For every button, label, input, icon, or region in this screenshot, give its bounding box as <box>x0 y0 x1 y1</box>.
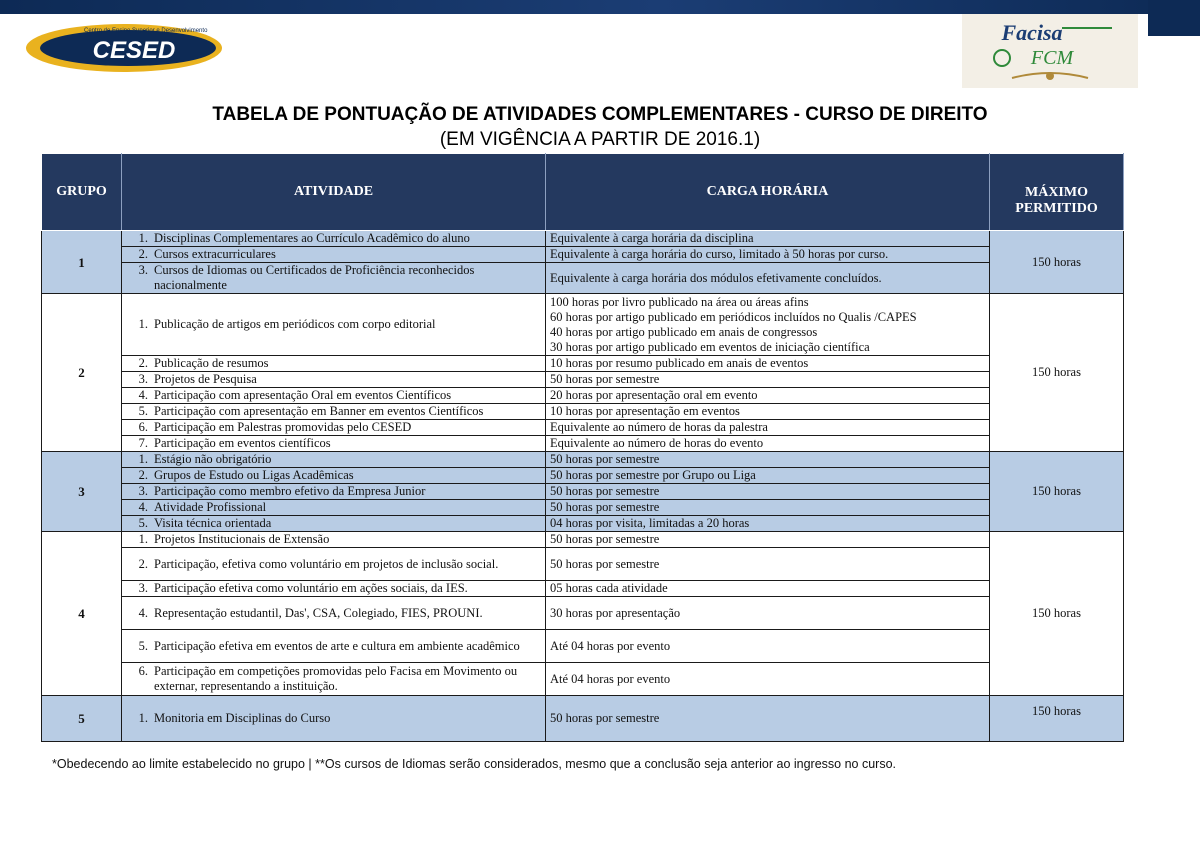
item-number: 1. <box>138 231 148 245</box>
carga-horaria-line: 50 horas por semestre <box>550 711 660 725</box>
carga-horaria-line: 10 horas por resumo publicado em anais de eventos <box>550 356 809 370</box>
carga-horaria-cell <box>546 581 990 597</box>
carga-horaria-cell <box>546 294 990 356</box>
carga-horaria-line: 50 horas por semestre por Grupo ou Liga <box>550 468 756 482</box>
carga-horaria-cell <box>546 356 990 372</box>
item-number: 3. <box>138 581 148 595</box>
item-number: 1. <box>138 711 148 725</box>
carga-horaria-line: 20 horas por apresentação oral em evento <box>550 388 758 402</box>
carga-horaria-cell <box>546 500 990 516</box>
atividade-cell <box>122 516 546 532</box>
atividade-text: Participação em competições promovidas pelo Facisa em Movimento ou externar, representando a instituição. <box>154 664 518 693</box>
atividade-cell <box>122 388 546 404</box>
header-atividade: ATIVIDADE <box>122 154 546 231</box>
atividade-cell <box>122 484 546 500</box>
table-row <box>42 500 1124 516</box>
item-number: 6. <box>138 664 148 678</box>
atividade-text: Cursos extracurriculares <box>154 247 276 261</box>
carga-horaria-cell <box>546 468 990 484</box>
facisa-logo-text: Facisa <box>1001 20 1063 45</box>
atividade-cell <box>122 356 546 372</box>
item-number: 3. <box>138 263 148 277</box>
carga-horaria-line: 10 horas por apresentação em eventos <box>550 404 740 418</box>
atividade-cell <box>122 247 546 263</box>
atividade-cell <box>122 231 546 247</box>
carga-horaria-line: Equivalente à carga horária da disciplina <box>550 231 754 245</box>
table-row <box>42 597 1124 630</box>
atividade-text: Grupos de Estudo ou Ligas Acadêmicas <box>154 468 354 482</box>
carga-horaria-line: 50 horas por semestre <box>550 532 660 546</box>
item-number: 4. <box>138 388 148 402</box>
header-carga-horaria: CARGA HORÁRIA <box>546 154 990 231</box>
carga-horaria-line: 04 horas por visita, limitadas a 20 horas <box>550 516 750 530</box>
cesed-logo <box>24 18 224 74</box>
atividade-cell <box>122 663 546 696</box>
carga-horaria-line: 05 horas cada atividade <box>550 581 668 595</box>
carga-horaria-cell <box>546 597 990 630</box>
table-row <box>42 696 1124 742</box>
item-number: 1. <box>138 452 148 466</box>
table-body <box>42 231 1124 742</box>
carga-horaria-cell <box>546 263 990 294</box>
table-row <box>42 581 1124 597</box>
maximo-cell: 150 horas <box>990 452 1124 532</box>
item-number: 2. <box>138 556 148 571</box>
item-number: 1. <box>138 317 148 331</box>
carga-horaria-cell <box>546 404 990 420</box>
item-number: 4. <box>138 500 148 514</box>
atividade-text: Participação com apresentação Oral em eventos Científicos <box>154 388 452 402</box>
carga-horaria-cell <box>546 231 990 247</box>
carga-horaria-line: 30 horas por artigo publicado em eventos de iniciação científica <box>550 339 870 354</box>
table-row <box>42 548 1124 581</box>
carga-horaria-cell <box>546 696 990 742</box>
item-number: 6. <box>138 420 148 434</box>
atividade-text: Participação em Palestras promovidas pelo CESED <box>154 420 412 434</box>
atividade-text: Participação em eventos científicos <box>154 436 331 450</box>
atividade-cell <box>122 581 546 597</box>
carga-horaria-line: 30 horas por apresentação <box>550 605 681 620</box>
table-row <box>42 516 1124 532</box>
item-number: 1. <box>138 532 148 546</box>
atividade-text: Participação como membro efetivo da Empresa Junior <box>154 484 426 498</box>
atividade-text: Visita técnica orientada <box>154 516 272 530</box>
item-number: 2. <box>138 356 148 370</box>
table-header-row <box>42 154 1124 231</box>
table-row <box>42 356 1124 372</box>
maximo-cell: 150 horas <box>990 696 1124 742</box>
atividade-cell <box>122 597 546 630</box>
atividade-cell <box>122 294 546 356</box>
grupo-cell: 3 <box>42 452 122 532</box>
atividade-cell <box>122 548 546 581</box>
atividade-cell <box>122 468 546 484</box>
cesed-logo-text: CESED <box>92 37 176 64</box>
carga-horaria-line: 50 horas por semestre <box>550 372 660 386</box>
carga-horaria-line: Equivalente à carga horária do curso, limitado à 50 horas por curso. <box>550 247 889 261</box>
carga-horaria-cell <box>546 532 990 548</box>
table-row <box>42 468 1124 484</box>
item-number: 5. <box>138 404 148 418</box>
atividade-text: Cursos de Idiomas ou Certificados de Proficiência reconhecidos nacionalmente <box>154 263 475 292</box>
carga-horaria-cell <box>546 516 990 532</box>
carga-horaria-line: 40 horas por artigo publicado em anais de congressos <box>550 324 818 339</box>
item-number: 5. <box>138 638 148 653</box>
table-row <box>42 247 1124 263</box>
table-row <box>42 663 1124 696</box>
fcm-logo-text: FCM <box>1030 47 1074 69</box>
atividade-text: Publicação de artigos em periódicos com corpo editorial <box>154 317 436 331</box>
table-row <box>42 263 1124 294</box>
facisa-fcm-logo <box>962 14 1138 88</box>
carga-horaria-line: 60 horas por artigo publicado em periódicos incluídos no Qualis /CAPES <box>550 309 917 324</box>
atividade-text: Participação, efetiva como voluntário em projetos de inclusão social. <box>154 556 499 571</box>
carga-horaria-cell <box>546 452 990 468</box>
grupo-cell: 4 <box>42 532 122 696</box>
header-grupo: GRUPO <box>42 154 122 231</box>
item-number: 5. <box>138 516 148 530</box>
carga-horaria-line: 100 horas por livro publicado na área ou áreas afins <box>550 294 809 309</box>
table-row <box>42 231 1124 247</box>
atividade-text: Monitoria em Disciplinas do Curso <box>154 711 331 725</box>
atividade-text: Participação efetiva em eventos de arte e cultura em ambiente acadêmico <box>154 638 520 653</box>
carga-horaria-cell <box>546 663 990 696</box>
atividade-cell <box>122 696 546 742</box>
carga-horaria-line: Equivalente ao número de horas do evento <box>550 436 764 450</box>
carga-horaria-cell <box>546 247 990 263</box>
table-row <box>42 420 1124 436</box>
atividade-text: Participação efetiva como voluntário em ações sociais, da IES. <box>154 581 468 595</box>
footer-note: *Obedecendo ao limite estabelecido no grupo | **Os cursos de Idiomas serão considerados, mesmo que a conclusão seja anterior ao ingresso no curso. <box>52 757 897 771</box>
carga-horaria-cell <box>546 388 990 404</box>
table-row <box>42 532 1124 548</box>
atividade-text: Publicação de resumos <box>154 356 269 370</box>
atividade-text: Estágio não obrigatório <box>154 452 272 466</box>
item-number: 4. <box>138 605 148 620</box>
table-row <box>42 630 1124 663</box>
grupo-cell: 5 <box>42 696 122 742</box>
table-row <box>42 404 1124 420</box>
carga-horaria-line: 50 horas por semestre <box>550 452 660 466</box>
corner-bar <box>1148 0 1200 36</box>
carga-horaria-line: Equivalente à carga horária dos módulos efetivamente concluídos. <box>550 270 882 285</box>
atividade-text: Projetos de Pesquisa <box>154 372 257 386</box>
header-maximo-permitido: MÁXIMO PERMITIDO <box>990 154 1124 231</box>
carga-horaria-line: Equivalente ao número de horas da palestra <box>550 420 768 434</box>
atividade-cell <box>122 372 546 388</box>
table-row <box>42 294 1124 356</box>
carga-horaria-cell <box>546 630 990 663</box>
item-number: 3. <box>138 372 148 386</box>
atividade-text: Projetos Institucionais de Extensão <box>154 532 330 546</box>
table-row <box>42 452 1124 468</box>
carga-horaria-line: 50 horas por semestre <box>550 556 660 571</box>
table-row <box>42 372 1124 388</box>
maximo-cell: 150 horas <box>990 294 1124 452</box>
atividade-text: Representação estudantil, Das', CSA, Colegiado, FIES, PROUNI. <box>154 605 483 620</box>
cesed-logo-tagline: Centro de Ensino Superior e Desenvolvimento <box>84 28 208 34</box>
page-title: TABELA DE PONTUAÇÃO DE ATIVIDADES COMPLEMENTARES - CURSO DE DIREITO <box>212 104 988 125</box>
page-subtitle: (EM VIGÊNCIA A PARTIR DE 2016.1) <box>439 129 761 150</box>
atividade-cell <box>122 500 546 516</box>
table-row <box>42 436 1124 452</box>
atividade-text: Atividade Profissional <box>154 500 267 514</box>
carga-horaria-cell <box>546 484 990 500</box>
atividade-text: Participação com apresentação em Banner em eventos Científicos <box>154 404 484 418</box>
atividade-cell <box>122 404 546 420</box>
carga-horaria-cell <box>546 372 990 388</box>
atividade-text: Disciplinas Complementares ao Currículo Acadêmico do aluno <box>154 231 470 245</box>
carga-horaria-line: Até 04 horas por evento <box>550 638 671 653</box>
carga-horaria-cell <box>546 436 990 452</box>
grupo-cell: 1 <box>42 231 122 294</box>
table-row <box>42 388 1124 404</box>
item-number: 2. <box>138 468 148 482</box>
carga-horaria-line: Até 04 horas por evento <box>550 671 671 686</box>
activities-table <box>41 153 1124 742</box>
item-number: 2. <box>138 247 148 261</box>
maximo-cell: 150 horas <box>990 532 1124 696</box>
atividade-cell <box>122 532 546 548</box>
top-banner <box>0 0 1200 14</box>
atividade-cell <box>122 436 546 452</box>
grupo-cell: 2 <box>42 294 122 452</box>
carga-horaria-line: 50 horas por semestre <box>550 500 660 514</box>
carga-horaria-cell <box>546 548 990 581</box>
item-number: 3. <box>138 484 148 498</box>
atividade-cell <box>122 630 546 663</box>
atividade-cell <box>122 452 546 468</box>
carga-horaria-line: 50 horas por semestre <box>550 484 660 498</box>
maximo-cell: 150 horas <box>990 231 1124 294</box>
table-row <box>42 484 1124 500</box>
carga-horaria-cell <box>546 420 990 436</box>
atividade-cell <box>122 263 546 294</box>
atividade-cell <box>122 420 546 436</box>
item-number: 7. <box>138 436 148 450</box>
